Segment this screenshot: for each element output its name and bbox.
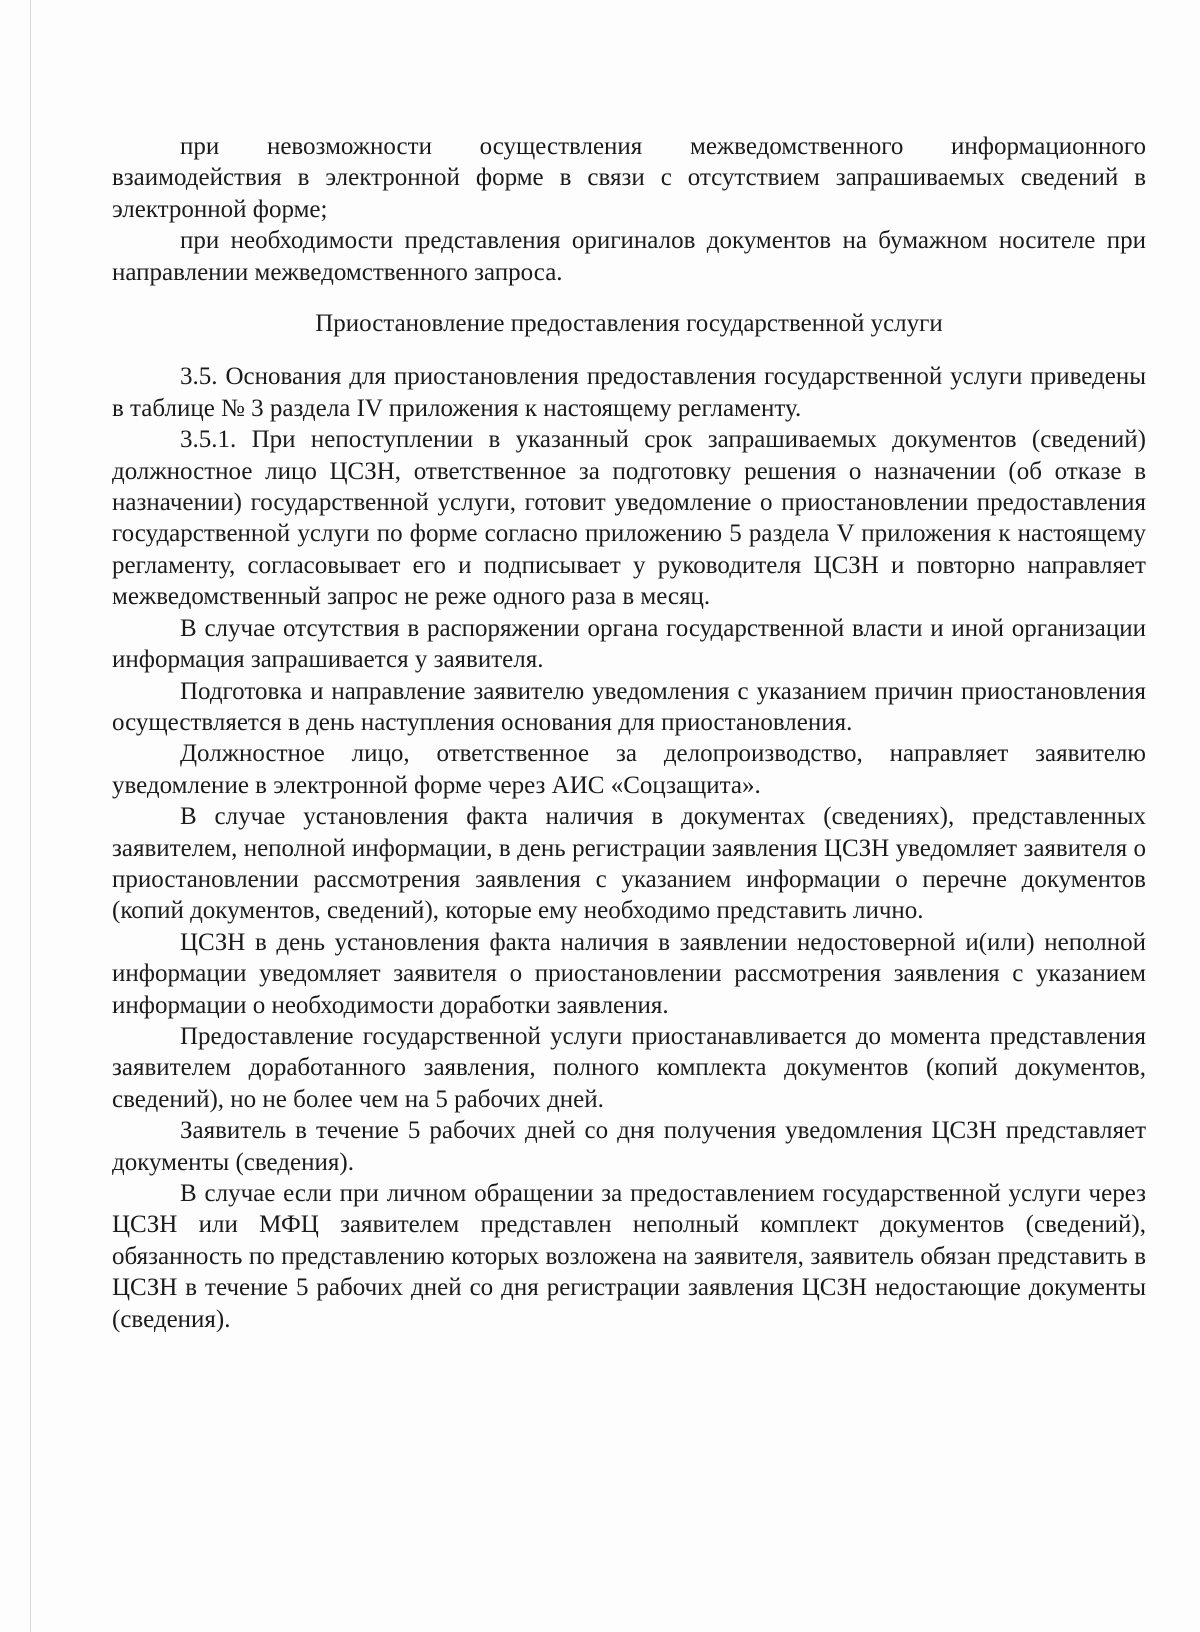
document-body [112,131,1146,1335]
paragraph: ЦСЗН в день установления факта наличия в заявлении недостоверной и(или) неполной информации уведомляет заявителя о приостановлении рассмотрения заявления с указанием информации о необходимости доработки заявления. [112,928,1146,1019]
paragraph: Предоставление государственной услуги приостанавливается до момента представления заявителем доработанного заявления, полного комплекта документов (копий документов, сведений), но не более чем на 5 рабочих дней. [112,1022,1146,1113]
paragraph: Заявитель в течение 5 рабочих дней со дня получения уведомления ЦСЗН представляет документы (сведения). [112,1117,1146,1176]
section-heading: Приостановление предоставления государственной услуги [315,310,943,338]
paragraph: Подготовка и направление заявителю уведомления с указанием причин приостановления осуществляется в день наступления основания для приостановления. [112,677,1146,736]
paragraph: В случае если при личном обращении за предоставлением государственной услуги через ЦСЗН или МФЦ заявителем представлен неполный комплект документов (сведений), обязанность по представлению которых возложена на заявителя, заявитель обязан представить в ЦСЗН в течение 5 рабочих дней со дня регистрации заявления ЦСЗН недостающие документы (сведения). [112,1180,1146,1333]
paragraph: В случае установления факта наличия в документах (сведениях), представленных заявителем, неполной информации, в день регистрации заявления ЦСЗН уведомляет заявителя о приостановлении рассмотрения заявления с указанием информации о перечне документов (копий документов, сведений), которые ему необходимо представить лично. [112,803,1146,925]
page-edge-line [30,0,31,1632]
paragraph: 3.5.1. При непоступлении в указанный срок запрашиваемых документов (сведений) должностное лицо ЦСЗН, ответственное за подготовку решения о назначении (об отказе в назначении) государственной услуги, готовит уведомление о приостановлении предоставления государственной услуги по форме согласно приложению 5 раздела V приложения к настоящему регламенту, согласовывает его и подписывает у руководителя ЦСЗН и повторно направляет межведомственный запрос не реже одного раза в месяц. [112,426,1146,611]
paragraph: 3.5. Основания для приостановления предоставления государственной услуги приведены в таблице № 3 раздела IV приложения к настоящему регламенту. [112,363,1146,422]
paragraph: Должностное лицо, ответственное за делопроизводство, направляет заявителю уведомление в электронной форме через АИС «Соцзащита». [112,740,1146,799]
paragraph: при невозможности осуществления межведомственного информационного взаимодействия в электронной форме в связи с отсутствием запрашиваемых сведений в электронной форме; [112,133,1146,223]
paragraph: при необходимости представления оригиналов документов на бумажном носителе при направлении межведомственного запроса. [112,227,1146,286]
paragraph: В случае отсутствия в распоряжении органа государственной власти и иной организации информация запрашивается у заявителя. [112,614,1146,674]
